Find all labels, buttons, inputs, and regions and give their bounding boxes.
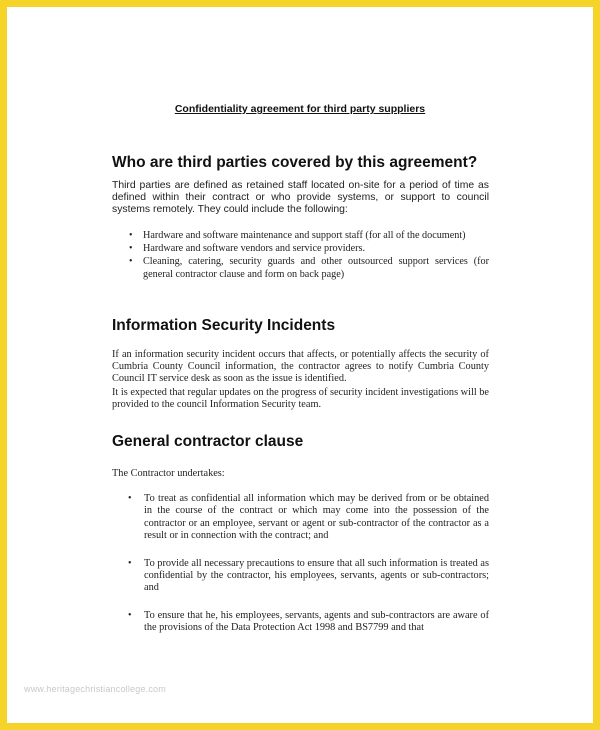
document-page bbox=[7, 7, 593, 723]
list-item: • Cleaning, catering, security guards and other outsourced support services (for general contractor clause and form on back page) bbox=[112, 256, 489, 281]
list-item: • To ensure that he, his employees, servants, agents and sub-contractors are aware of the provisions of the Data Protection Act 1998 and BS7799 and that bbox=[112, 610, 489, 635]
section-heading-third-parties: Who are third parties covered by this agreement? bbox=[112, 154, 478, 171]
contractor-intro: The Contractor undertakes: bbox=[112, 468, 225, 479]
third-parties-list bbox=[112, 230, 489, 282]
list-item: • Hardware and software maintenance and support staff (for all of the document) bbox=[112, 230, 489, 243]
document-title: Confidentiality agreement for third party suppliers bbox=[174, 103, 426, 115]
security-incident-paragraph-1: If an information security incident occurs that affects, or potentially affects the security of Cumbria County Council information, the contractor agrees to notify Cumbria County Council IT service desk as soon as the issue is identified. bbox=[112, 349, 489, 384]
section-heading-security-incidents: Information Security Incidents bbox=[112, 317, 336, 334]
list-item: • To treat as confidential all information which may be derived from or be obtained in the course of the contract or which may come into the possession of the contractor or an employee, servant or agent or sub-contractor of the contractor as a result or in connection with the contract; and bbox=[112, 493, 489, 543]
page-fade bbox=[7, 634, 593, 674]
list-item: • Hardware and software vendors and service providers. bbox=[112, 243, 489, 256]
section-heading-contractor-clause: General contractor clause bbox=[112, 433, 304, 450]
third-parties-paragraph: Third parties are defined as retained staff located on-site for a period of time as defined within their contract or who provide systems, or support to council systems remotely. They could include the following: bbox=[112, 180, 489, 215]
watermark: www.heritagechristiancollege.com bbox=[24, 684, 166, 694]
contractor-undertakings-list bbox=[112, 493, 489, 650]
list-item: • To provide all necessary precautions to ensure that all such information is treated as confidential by the contractor, his employees, servants, agents or sub-contractors; and bbox=[112, 558, 489, 595]
security-incident-paragraph-2: It is expected that regular updates on the progress of security incident investigations will be provided to the council Information Security team. bbox=[112, 387, 489, 410]
